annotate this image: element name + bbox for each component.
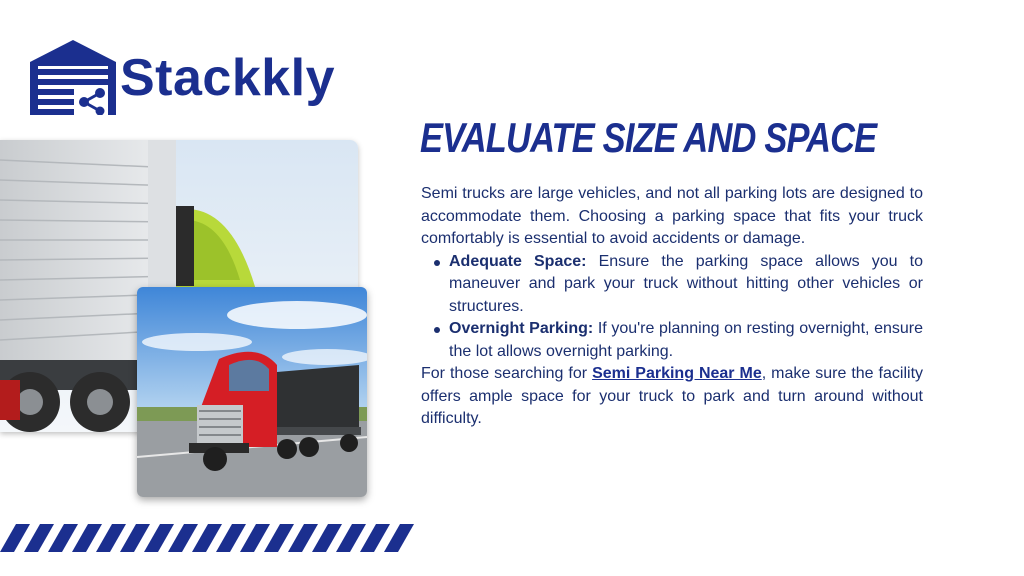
list-item	[449, 318, 923, 363]
brand-logo	[30, 40, 350, 115]
red-semi-truck-photo	[137, 287, 367, 497]
bullet-text: If you're planning on resting overnight, ensure the lot allows overnight parking.	[449, 320, 923, 360]
closing-paragraph	[421, 363, 923, 431]
decorative-stripes	[0, 524, 430, 552]
semi-parking-link[interactable]: Semi Parking Near Me	[592, 365, 762, 382]
bullet-text: Ensure the parking space allows you to maneuver and park your truck without hitting other vehicles or structures.	[449, 252, 924, 315]
warehouse-share-icon	[30, 40, 116, 115]
closing-text-after: , make sure the facility offers ample space for your truck to park and turn around without difficulty.	[421, 365, 924, 427]
intro-paragraph: Semi trucks are large vehicles, and not all parking lots are designed to accommodate them. Choosing a parking space that fits your truck comfortably is essential to avoid accidents or damage.	[421, 185, 923, 247]
list-item	[449, 251, 923, 319]
content-body	[421, 183, 923, 431]
page-title: EVALUATE SIZE AND SPACE	[420, 114, 877, 161]
bullet-label: Adequate Space:	[449, 252, 587, 270]
bullet-list	[421, 251, 923, 364]
bullet-label: Overnight Parking:	[449, 320, 594, 337]
brand-name: Stackkly	[120, 49, 336, 107]
closing-text-before: For those searching for	[421, 365, 593, 382]
